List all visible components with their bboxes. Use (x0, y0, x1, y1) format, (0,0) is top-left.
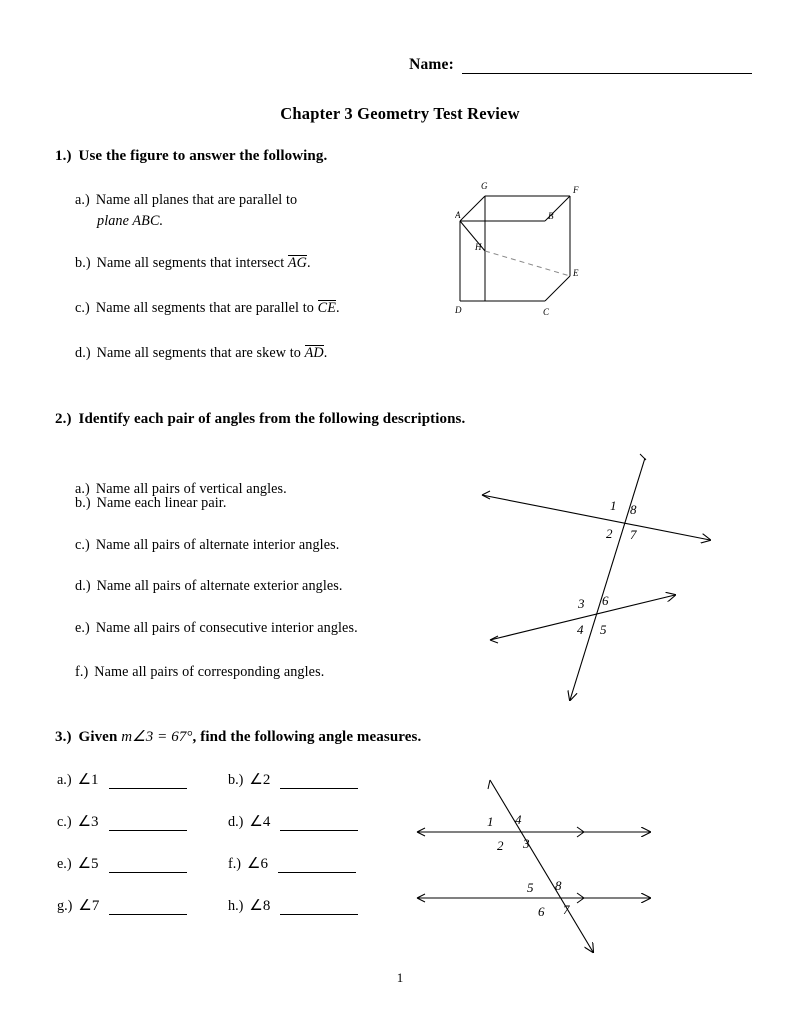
question-2-heading (55, 411, 465, 428)
angle-label-4: 4 (515, 812, 522, 827)
question-3-heading (55, 727, 421, 746)
part-text: Name all segments that intersect (96, 255, 288, 271)
part-label: b.) (75, 255, 91, 271)
question-3-prompt-post: , find the following angle measures. (192, 729, 422, 745)
answer-label: c.) (57, 814, 72, 830)
question-2-part-f (75, 664, 324, 681)
angle-label-4: 4 (577, 622, 584, 637)
answer-label: d.) (228, 814, 244, 830)
answer-g (57, 896, 187, 915)
answer-d (228, 812, 358, 831)
vertex-label-D: D (455, 305, 462, 315)
angle-label-7: 7 (563, 902, 570, 917)
answer-blank[interactable] (278, 860, 356, 873)
vertex-label-G: G (481, 181, 488, 191)
question-3-math: m∠3 = 67° (121, 729, 193, 745)
vertex-label-A: A (455, 210, 461, 220)
question-1-part-b (75, 255, 311, 272)
answer-angle: ∠4 (249, 814, 271, 830)
answer-label: b.) (228, 772, 244, 788)
answer-label: e.) (57, 856, 72, 872)
angle-label-3: 3 (578, 596, 585, 611)
part-label: d.) (75, 578, 91, 594)
question-1-part-d (75, 345, 327, 362)
answer-angle: ∠8 (249, 898, 271, 914)
name-label: Name: (409, 56, 454, 73)
answer-angle: ∠6 (247, 856, 268, 872)
vertex-label-F: F (573, 185, 579, 195)
part-text: Name each linear pair. (96, 495, 227, 511)
answer-blank[interactable] (109, 902, 187, 915)
vertex-label-C: C (543, 307, 550, 317)
vertex-label-H: H (475, 242, 482, 252)
answer-label: h.) (228, 898, 244, 914)
part-text-post: . (307, 255, 311, 271)
parallel-lines-transversal-figure (405, 770, 675, 965)
angle-label-7: 7 (630, 527, 637, 542)
part-text: Name all pairs of vertical angles. (95, 481, 287, 497)
part-text: Name all planes that are parallel to (95, 192, 298, 208)
angle-label-1: 1 (610, 498, 617, 513)
part-text: Name all pairs of alternate exterior angles. (96, 578, 343, 594)
question-2-part-e (75, 620, 358, 637)
part-label: a.) (75, 481, 90, 497)
part-text-post: . (323, 345, 328, 361)
answer-angle: ∠5 (77, 856, 99, 872)
rectangular-prism-figure (455, 176, 605, 341)
answer-angle: ∠3 (77, 814, 99, 830)
answer-e (57, 854, 187, 873)
answer-blank[interactable] (109, 860, 187, 873)
vertex-label-B: B (548, 211, 554, 221)
answer-a (57, 770, 187, 789)
part-text: Name all pairs of consecutive interior angles. (95, 620, 358, 636)
question-1-part-a (75, 190, 375, 233)
answer-angle: ∠2 (249, 772, 271, 788)
angle-label-2: 2 (497, 838, 504, 853)
angle-label-5: 5 (527, 880, 534, 895)
name-input-rule[interactable] (462, 59, 752, 74)
page-title: Chapter 3 Geometry Test Review (280, 104, 520, 123)
answer-label: a.) (57, 772, 72, 788)
part-text-post: . (335, 300, 340, 316)
part-text-line2: plane ABC. (97, 213, 164, 230)
answer-blank[interactable] (280, 776, 358, 789)
question-1-prompt: Use the figure to answer the following. (78, 148, 328, 164)
answer-label: g.) (57, 898, 73, 914)
question-3-prompt-pre: Given (78, 729, 122, 745)
part-text: Name all pairs of corresponding angles. (94, 664, 325, 680)
part-label: e.) (75, 620, 90, 636)
segment-ce: CE (317, 300, 336, 316)
name-field-row (409, 56, 752, 74)
question-1-number: 1.) (55, 148, 72, 164)
part-text: Name all segments that are parallel to (95, 300, 318, 316)
part-text: Name all segments that are skew to (96, 345, 305, 361)
question-2-part-c (75, 537, 339, 554)
answer-f (228, 854, 356, 873)
segment-ag: AG (287, 255, 308, 271)
two-lines-transversal-figure (460, 450, 730, 715)
part-label: d.) (75, 345, 91, 361)
answer-blank[interactable] (280, 818, 358, 831)
angle-label-1: 1 (487, 814, 494, 829)
answer-blank[interactable] (280, 902, 358, 915)
angle-label-6: 6 (602, 593, 609, 608)
part-label: c.) (75, 300, 90, 316)
angle-label-6: 6 (538, 904, 545, 919)
page-number: 1 (396, 970, 404, 985)
answer-angle: ∠7 (78, 898, 100, 914)
answer-angle: ∠1 (77, 772, 99, 788)
angle-label-5: 5 (600, 622, 607, 637)
answer-blank[interactable] (109, 818, 187, 831)
answer-label: f.) (228, 856, 241, 872)
segment-ad: AD (304, 345, 324, 361)
part-label: b.) (75, 495, 91, 511)
question-2-part-d (75, 578, 343, 595)
part-label: a.) (75, 192, 90, 208)
angle-label-2: 2 (606, 526, 613, 541)
question-3-number: 3.) (55, 729, 72, 745)
vertex-label-E: E (573, 268, 579, 278)
answer-h (228, 896, 358, 915)
answer-b (228, 770, 358, 789)
question-1-part-c (75, 300, 340, 317)
angle-label-8: 8 (630, 502, 637, 517)
part-label: f.) (75, 664, 89, 680)
angle-label-3: 3 (523, 836, 530, 851)
part-label: c.) (75, 537, 90, 553)
part-text: Name all pairs of alternate interior angles. (95, 537, 340, 553)
question-1-heading (55, 148, 327, 165)
answer-c (57, 812, 187, 831)
question-2-part-b (75, 495, 227, 512)
question-2-number: 2.) (55, 411, 72, 427)
question-2-prompt: Identify each pair of angles from the following descriptions. (78, 411, 466, 427)
answer-blank[interactable] (109, 776, 187, 789)
angle-label-8: 8 (555, 878, 562, 893)
